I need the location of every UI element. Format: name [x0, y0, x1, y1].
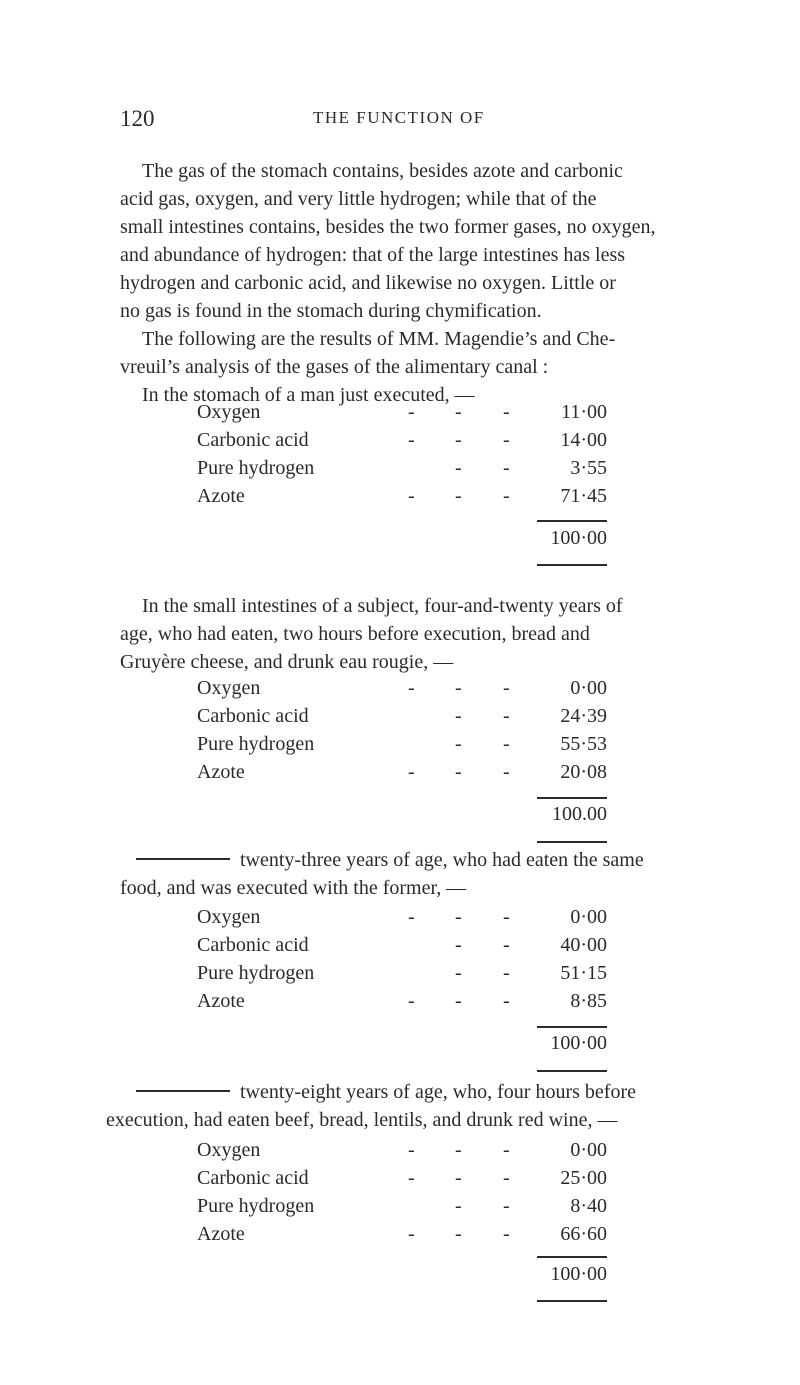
- leader-dash: -: [503, 401, 510, 423]
- leader-dash: -: [503, 485, 510, 507]
- text-line: and abundance of hydrogen: that of the large intestines has less: [120, 244, 626, 266]
- text-line: execution, had eaten beef, bread, lentils, and drunk red wine, —: [106, 1109, 618, 1131]
- leader-dash: -: [408, 1139, 415, 1161]
- gas-value: 14·00: [560, 429, 607, 451]
- gas-label: Oxygen: [197, 401, 261, 423]
- leader-dash: -: [408, 990, 415, 1012]
- paragraph-subject-23: [136, 846, 740, 874]
- leader-dash: -: [455, 733, 462, 755]
- gas-value: 55·53: [560, 733, 607, 755]
- paragraph-small-intestines: [120, 592, 740, 676]
- leader-dash: -: [455, 1195, 462, 1217]
- sum-rule: [537, 1300, 607, 1302]
- table-row: [197, 931, 607, 959]
- leader-dash: -: [455, 429, 462, 451]
- leader-dash: -: [503, 934, 510, 956]
- text-line: In the small intestines of a subject, four-and-twenty years of: [142, 595, 623, 617]
- text-line: small intestines contains, besides the two former gases, no oxygen,: [120, 216, 656, 238]
- gas-label: Oxygen: [197, 1139, 261, 1161]
- page-header: [120, 100, 740, 136]
- sum-rule: [537, 841, 607, 843]
- leader-dash: -: [503, 1167, 510, 1189]
- gas-value: 0·00: [570, 677, 607, 699]
- table-row: [197, 1136, 607, 1164]
- paragraph-subject-23-cont: [120, 874, 740, 902]
- text-fragment: twenty-three years of age, who had eaten the same: [240, 849, 644, 871]
- gas-value: 8·85: [570, 990, 607, 1012]
- analysis-total: 100.00: [552, 803, 607, 825]
- analysis-table-subject-24: [197, 674, 607, 786]
- leader-dash: -: [408, 401, 415, 423]
- gas-label: Pure hydrogen: [197, 733, 315, 755]
- leader-dash: -: [503, 906, 510, 928]
- paragraph-subject-28-cont: [106, 1106, 746, 1134]
- leader-dash: -: [408, 677, 415, 699]
- gas-label: Oxygen: [197, 677, 261, 699]
- table-row: [197, 1192, 607, 1220]
- leader-dash: -: [455, 677, 462, 699]
- text-line: acid gas, oxygen, and very little hydrogen; while that of the: [120, 188, 597, 210]
- table-row: [197, 454, 607, 482]
- sum-rule: [537, 520, 607, 522]
- leader-dash: -: [455, 1167, 462, 1189]
- gas-value: 0·00: [570, 1139, 607, 1161]
- table-row: [197, 959, 607, 987]
- gas-value: 25·00: [560, 1167, 607, 1189]
- analysis-total: 100·00: [550, 527, 607, 549]
- text-line: vreuil’s analysis of the gases of the alimentary canal :: [120, 356, 549, 378]
- text-line: hydrogen and carbonic acid, and likewise no oxygen. Little or: [120, 272, 616, 294]
- leader-dash: -: [455, 906, 462, 928]
- gas-value: 0·00: [570, 906, 607, 928]
- text-line: age, who had eaten, two hours before execution, bread and: [120, 623, 590, 645]
- intro-paragraph: [120, 157, 740, 409]
- page-number: 120: [120, 106, 155, 131]
- leader-dash: -: [408, 485, 415, 507]
- leader-dash: -: [503, 761, 510, 783]
- sum-rule: [537, 797, 607, 799]
- table-row: [197, 426, 607, 454]
- gas-value: 51·15: [560, 962, 607, 984]
- leader-dash: -: [455, 485, 462, 507]
- gas-label: Carbonic acid: [197, 429, 309, 451]
- leader-dash: -: [455, 1139, 462, 1161]
- gas-label: Azote: [197, 485, 245, 507]
- leader-dash: -: [503, 457, 510, 479]
- gas-value: 11·00: [561, 401, 607, 423]
- text-line: The gas of the stomach contains, besides azote and carbonic: [142, 160, 623, 182]
- gas-label: Pure hydrogen: [197, 1195, 315, 1217]
- gas-label: Pure hydrogen: [197, 457, 315, 479]
- leader-dash: -: [408, 761, 415, 783]
- table-row: [197, 674, 607, 702]
- leader-dash: -: [503, 1139, 510, 1161]
- leader-dash: -: [455, 761, 462, 783]
- analysis-total: 100·00: [550, 1263, 607, 1285]
- leader-dash: -: [503, 429, 510, 451]
- gas-label: Azote: [197, 1223, 245, 1245]
- leader-dash: -: [455, 990, 462, 1012]
- gas-label: Pure hydrogen: [197, 962, 315, 984]
- gas-label: Carbonic acid: [197, 705, 309, 727]
- table-row: [197, 1164, 607, 1192]
- table-row: [197, 730, 607, 758]
- leader-dash: -: [408, 1167, 415, 1189]
- leader-dash: -: [503, 962, 510, 984]
- leader-dash: -: [455, 934, 462, 956]
- text-line: In the stomach of a man just executed, —: [142, 384, 475, 406]
- gas-value: 71·45: [560, 485, 607, 507]
- leader-dash: -: [455, 962, 462, 984]
- leader-dash: -: [408, 1223, 415, 1245]
- text-fragment: twenty-eight years of age, who, four hours before: [240, 1081, 636, 1103]
- table-row: [197, 702, 607, 730]
- text-line: Gruyère cheese, and drunk eau rougie, —: [120, 651, 454, 673]
- text-line: The following are the results of MM. Magendie’s and Che-: [142, 328, 616, 350]
- gas-value: 3·55: [570, 457, 607, 479]
- analysis-table-stomach: [197, 398, 607, 510]
- text-line: [136, 1078, 740, 1106]
- leader-dash: -: [503, 990, 510, 1012]
- analysis-table-subject-23: [197, 903, 607, 1015]
- sum-rule: [537, 1070, 607, 1072]
- gas-label: Azote: [197, 990, 245, 1012]
- gas-label: Oxygen: [197, 906, 261, 928]
- paragraph-subject-28: [136, 1078, 740, 1106]
- leader-dash: -: [503, 677, 510, 699]
- gas-label: Carbonic acid: [197, 1167, 309, 1189]
- leader-dash: -: [503, 1223, 510, 1245]
- leader-dash: -: [503, 705, 510, 727]
- gas-value: 66·60: [560, 1223, 607, 1245]
- gas-value: 40·00: [560, 934, 607, 956]
- analysis-table-subject-28: [197, 1136, 607, 1248]
- leader-dash: -: [408, 429, 415, 451]
- table-row: [197, 758, 607, 786]
- leader-dash: -: [503, 733, 510, 755]
- text-line: no gas is found in the stomach during chymification.: [120, 300, 542, 322]
- sum-rule: [537, 1026, 607, 1028]
- leader-dash: -: [503, 1195, 510, 1217]
- text-line: food, and was executed with the former, —: [120, 877, 467, 899]
- leader-dash: -: [455, 457, 462, 479]
- running-title: THE FUNCTION OF: [313, 108, 485, 127]
- ditto-rule: [136, 858, 230, 860]
- leader-dash: -: [455, 705, 462, 727]
- gas-label: Carbonic acid: [197, 934, 309, 956]
- text-line: [136, 846, 740, 874]
- gas-value: 20·08: [560, 761, 607, 783]
- analysis-total: 100·00: [550, 1032, 607, 1054]
- table-row: [197, 1220, 607, 1248]
- gas-label: Azote: [197, 761, 245, 783]
- table-row: [197, 987, 607, 1015]
- sum-rule: [537, 564, 607, 566]
- leader-dash: -: [455, 401, 462, 423]
- table-row: [197, 482, 607, 510]
- gas-value: 24·39: [560, 705, 607, 727]
- ditto-rule: [136, 1090, 230, 1092]
- gas-value: 8·40: [570, 1195, 607, 1217]
- leader-dash: -: [408, 906, 415, 928]
- table-row: [197, 903, 607, 931]
- sum-rule: [537, 1256, 607, 1258]
- table-row: [197, 398, 607, 426]
- leader-dash: -: [455, 1223, 462, 1245]
